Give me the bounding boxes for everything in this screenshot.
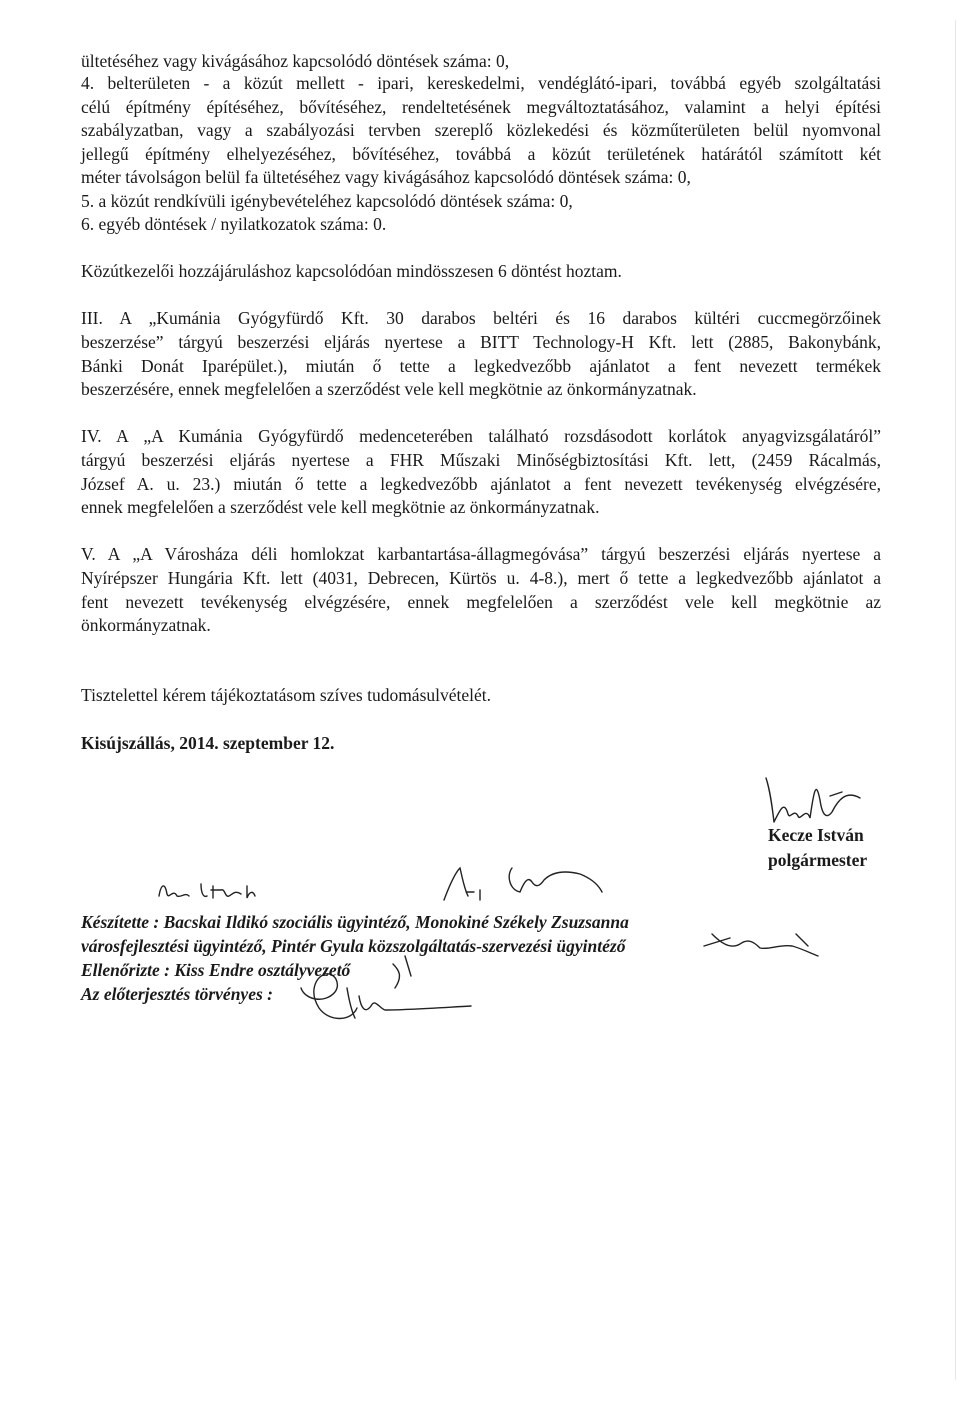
section4-line: IV. A „A Kumánia Gyógyfürdő medenceterében található rozsdásodott korlátok anyagvizsgálatáról” <box>81 426 881 446</box>
signer-name: Kecze István <box>768 825 864 845</box>
footer-line: Készítette : Bacskai Ildikó szociális ügyintéző, Monokiné Székely Zsuzsanna <box>81 912 629 932</box>
section5-line: V. A „A Városháza déli homlokzat karbantartása-állagmegóvása” tárgyú beszerzési eljárás nyertese a <box>81 544 881 564</box>
section3-line: Bánki Donát Iparépület.), miután ő tette a legkedvezőbb ajánlatot a fent nevezett termékek <box>81 356 881 376</box>
footer-line: Az előterjesztés törvényes : <box>81 984 273 1004</box>
section3-line: beszerzése” tárgyú beszerzési eljárás nyertese a BITT Technology-H Kft. lett (2885, Bakonybánk, <box>81 332 881 352</box>
coordinator-signature <box>440 862 640 908</box>
item6: 6. egyéb döntések / nyilatkozatok száma: 0. <box>81 214 387 234</box>
footer-line: városfejlesztési ügyintéző, Pintér Gyula közszolgáltatás-szervezési ügyintéző <box>81 936 626 956</box>
item4-line: célú építmény építéséhez, bővítéséhez, rendeltetésének megváltoztatásához, valamint a helyi építési <box>81 97 881 117</box>
item4-line: jellegű építmény elhelyezéséhez, bővítéséhez, továbbá a közút területének határától számított két <box>81 144 881 164</box>
mayor-signature <box>760 770 880 830</box>
scan-edge <box>955 20 956 1380</box>
preparer-signature <box>155 878 265 904</box>
section4-line: tárgyú beszerzési eljárás nyertese a FHR Műszaki Minőségbiztosítási Kft. lett, (2459 Rácalmás, <box>81 450 881 470</box>
legal-signature <box>295 948 485 1028</box>
item4-intro: ültetéséhez vagy kivágásához kapcsolódó döntések száma: 0, <box>81 51 510 71</box>
footer-line: Ellenőrizte : Kiss Endre osztályvezető <box>81 960 351 980</box>
item4-line: szabályzatban, vagy a szabályozási tervben szereplő közlekedési és közműterületen belül nyomvonal <box>81 120 881 140</box>
section5-line: Nyírépszer Hungária Kft. lett (4031, Debrecen, Kürtös u. 4-8.), mert ő tette a legkedvezőbb ajánlatot a <box>81 568 881 588</box>
signer-title: polgármester <box>768 850 868 870</box>
closing-text: Tisztelettel kérem tájékoztatásom szíves tudomásulvételét. <box>81 685 492 705</box>
summary: Közútkezelői hozzájáruláshoz kapcsolódóan mindösszesen 6 döntést hoztam. <box>81 261 622 281</box>
item4-line: 4. belterületen - a közút mellett - ipari, kereskedelmi, vendéglátó-ipari, továbbá egyéb szolgáltatási <box>81 73 881 93</box>
section4-line: ennek megfelelően a szerződést vele kell megkötnie az önkormányzatnak. <box>81 497 600 517</box>
section5-line: önkormányzatnak. <box>81 615 211 635</box>
footer-signature <box>700 920 830 960</box>
section3-line: beszerzésére, ennek megfelelően a szerződést vele kell megkötnie az önkormányzatnak. <box>81 379 697 399</box>
section5-line: fent nevezett tevékenység elvégzésére, ennek megfelelően a szerződést vele kell megkötnie az <box>81 592 881 612</box>
place-date: Kisújszállás, 2014. szeptember 12. <box>81 733 335 753</box>
section3-line: III. A „Kumánia Gyógyfürdő Kft. 30 darabos beltéri és 16 darabos kültéri cuccmegörzőinek <box>81 308 881 328</box>
item5: 5. a közút rendkívüli igénybevételéhez kapcsolódó döntések száma: 0, <box>81 191 573 211</box>
section4-line: József A. u. 23.) miután ő tette a legkedvezőbb ajánlatot a fent nevezett tevékenység elvégzésére, <box>81 474 881 494</box>
item4-line: méter távolságon belül fa ültetéséhez vagy kivágásához kapcsolódó döntések száma: 0, <box>81 167 691 187</box>
